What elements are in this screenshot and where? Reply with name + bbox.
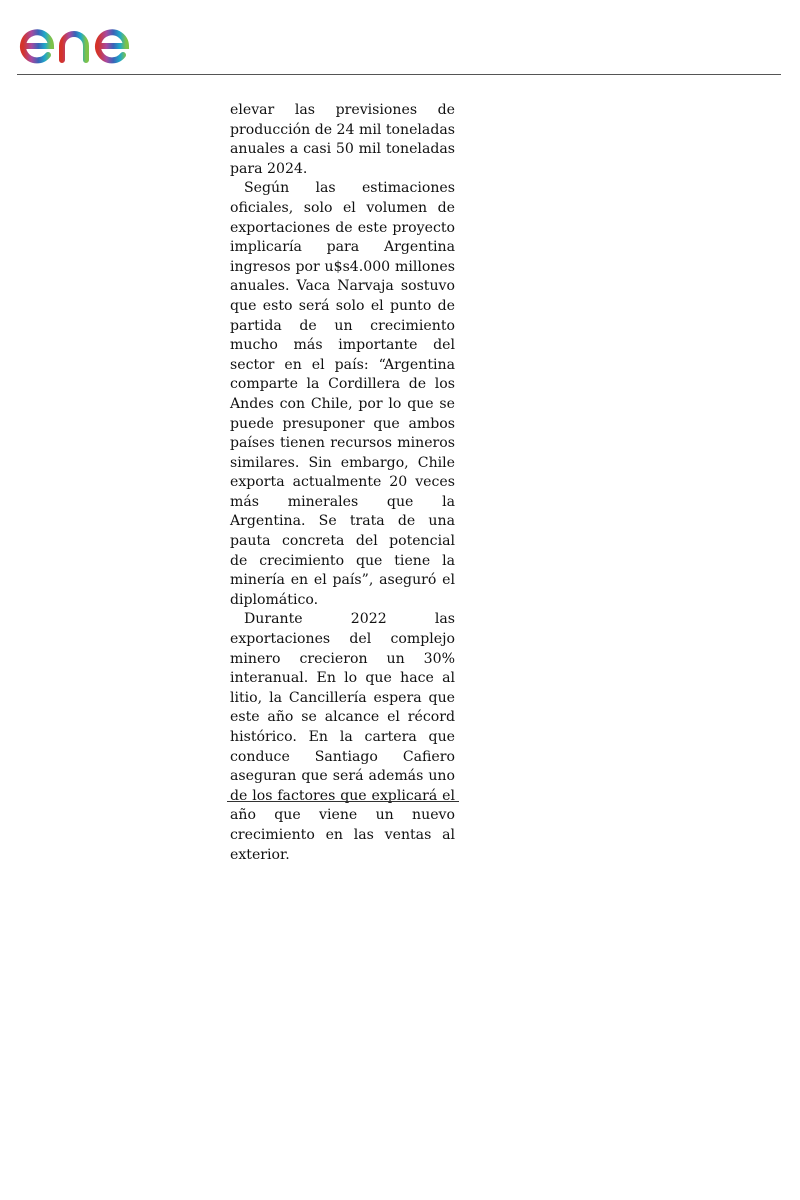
enel-logo (18, 8, 170, 68)
article-paragraph-3: Durante 2022 las exportaciones del complejo minero crecieron un 30% interanual. En lo que hace al litio, la Cancillería espera que este año se alcance el récord histórico. En la cartera que conduce Santiago Cafiero aseguran que será además uno de los factores que explicará el año que viene un nuevo crecimiento en las ventas al exterior. (230, 611, 455, 863)
article-paragraph-2: Según las estimaciones oficiales, solo el volumen de exportaciones de este proyecto implicaría para Argentina ingresos por u$s4.000 millones anuales. Vaca Narvaja sostuvo que esto será solo el punto de partida de un crecimiento mucho más importante del sector en el país: “Argentina comparte la Cordillera de los Andes con Chile, por lo que se puede presuponer que ambos países tienen recursos mineros similares. Sin embargo, Chile exporta actualmente 20 veces más minerales que la Argentina. Se trata de una pauta concreta del potencial de crecimiento que tiene la minería en el país”, aseguró el diplomático. (230, 180, 455, 608)
article-column (230, 101, 455, 865)
article-end-rule (227, 801, 459, 802)
header-divider (17, 74, 781, 75)
article-paragraph-1: elevar las previsiones de producción de 24 mil toneladas anuales a casi 50 mil toneladas para 2024. (230, 102, 455, 177)
